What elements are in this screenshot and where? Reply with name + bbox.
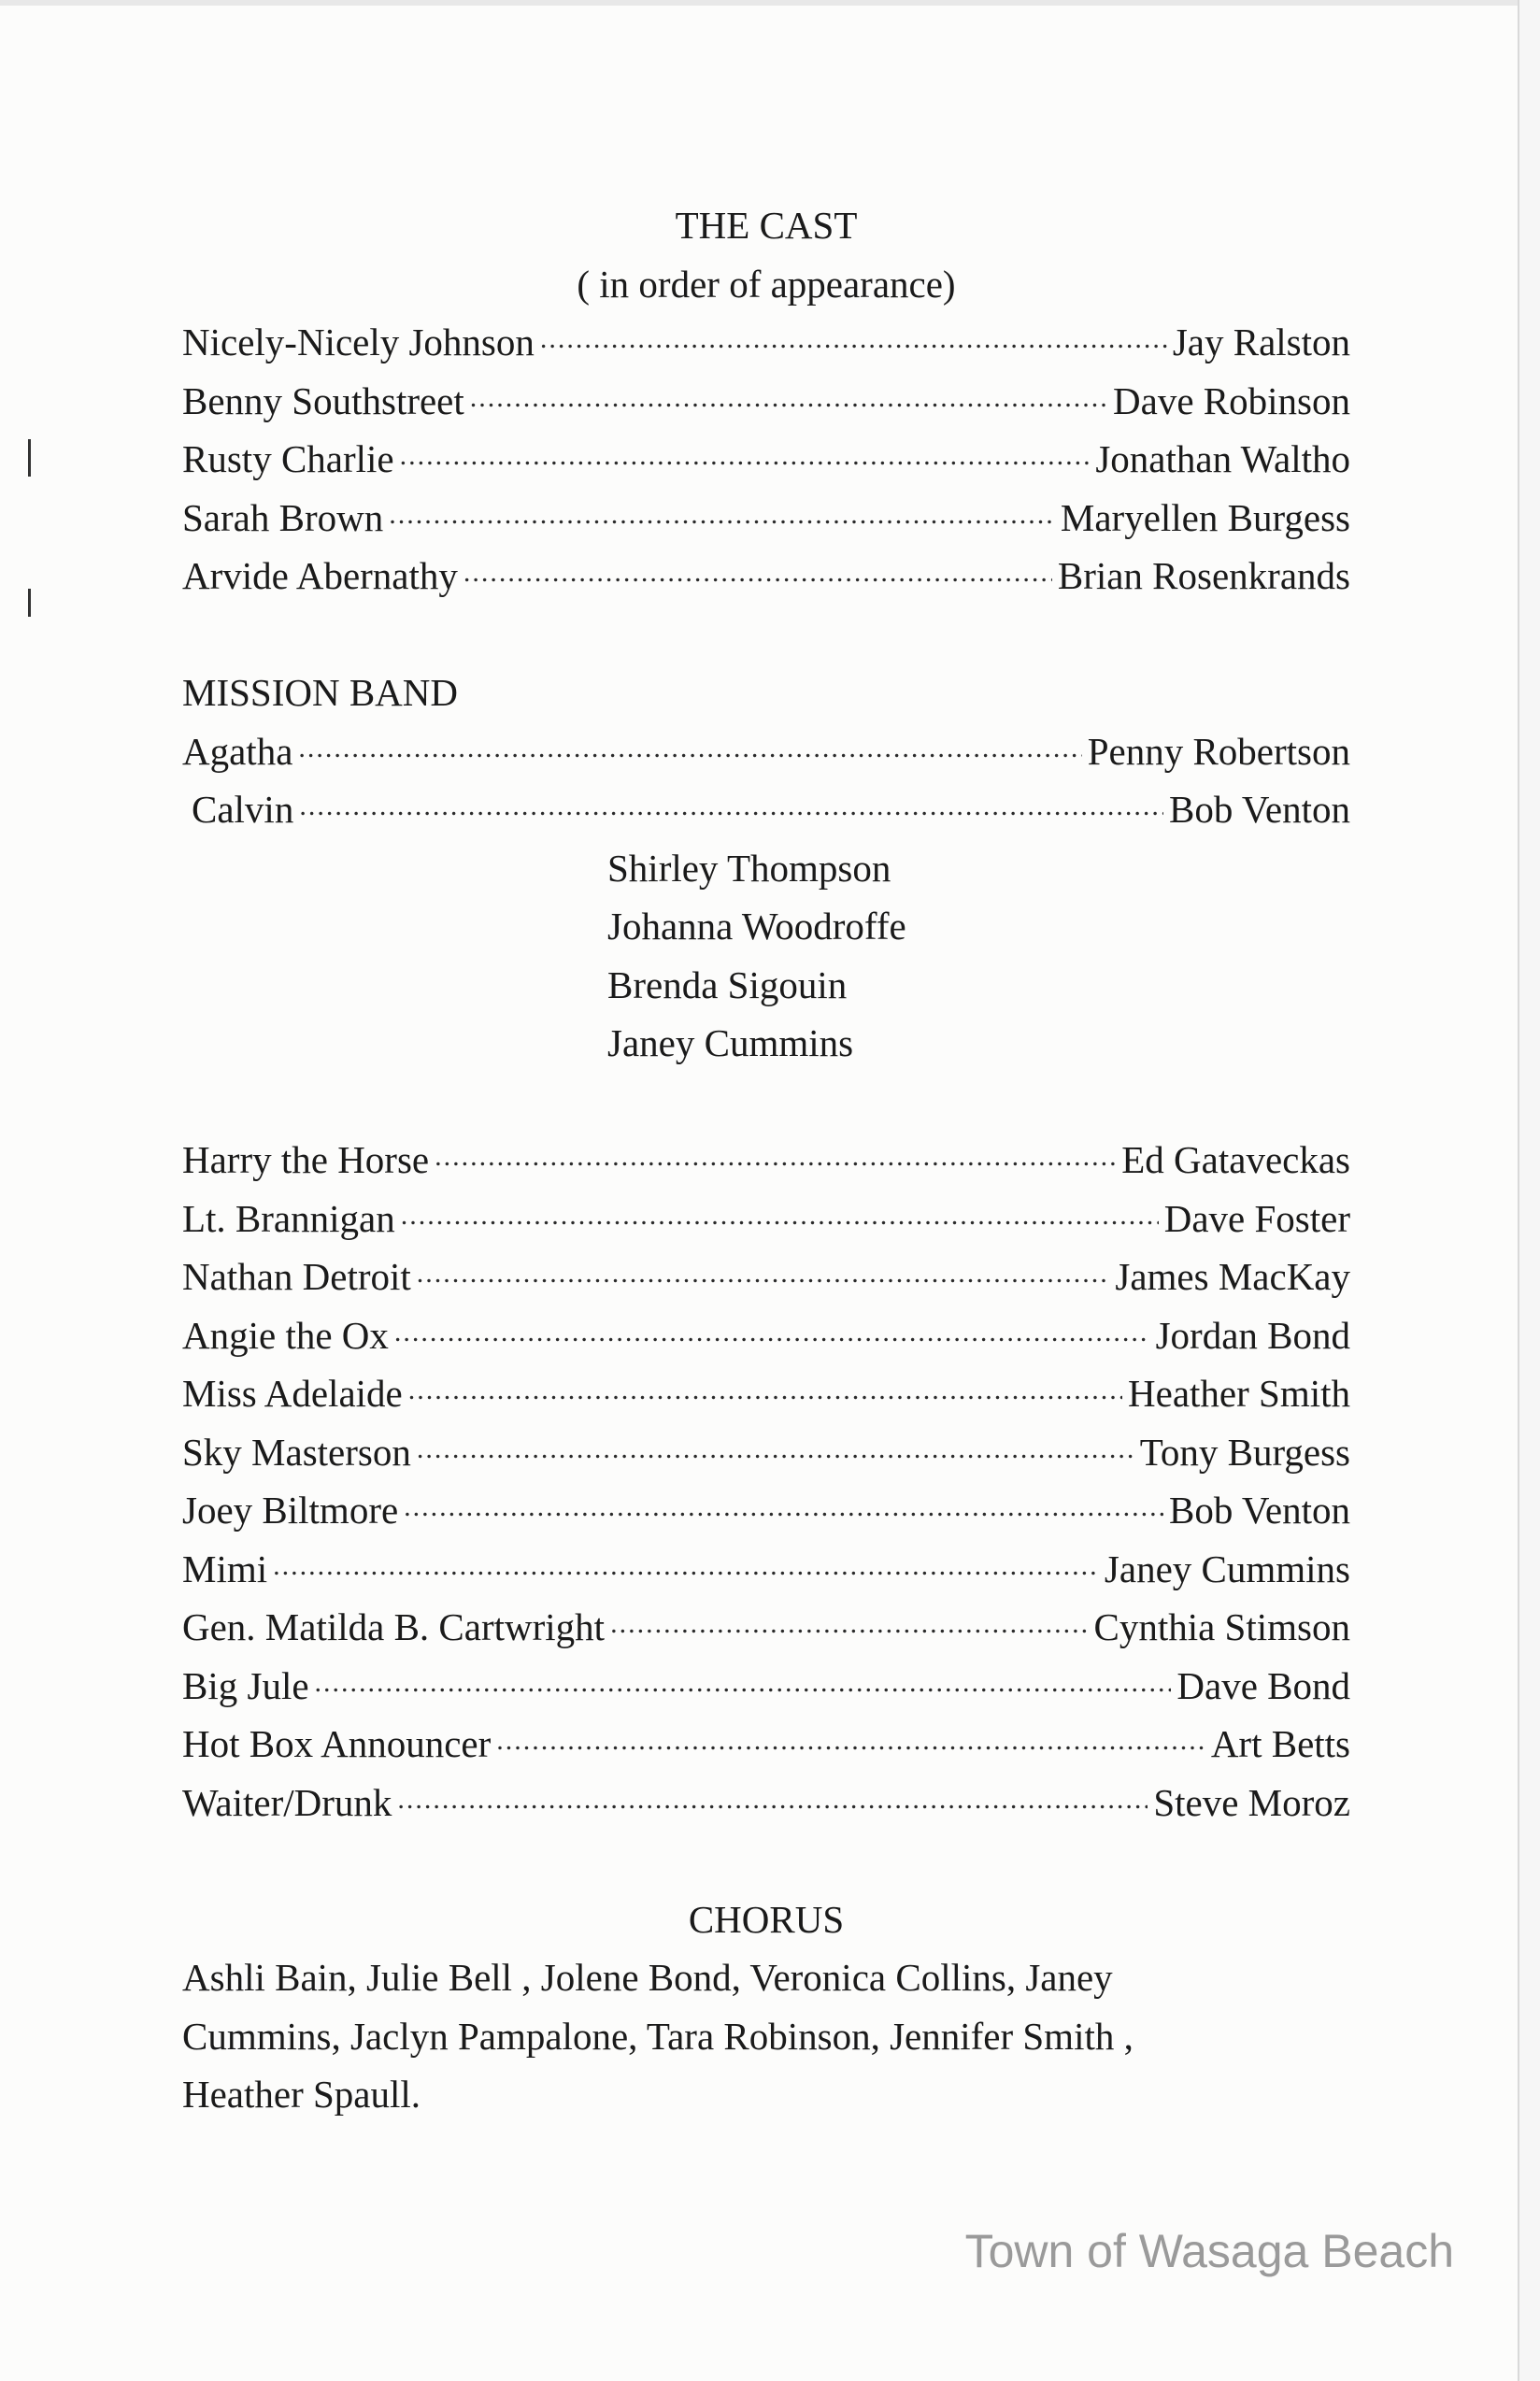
chorus-title: CHORUS bbox=[688, 1897, 845, 1941]
role-name: Mimi bbox=[182, 1547, 268, 1590]
cast-row bbox=[182, 722, 1350, 781]
cast-row bbox=[182, 1540, 1350, 1599]
cast-row bbox=[182, 313, 1350, 372]
cast-row bbox=[182, 1306, 1350, 1365]
actor-name: Dave Foster bbox=[1163, 1196, 1350, 1240]
actor-name: Cynthia Stimson bbox=[1093, 1605, 1350, 1648]
chorus-line: Cummins, Jaclyn Pampalone, Tara Robinson, Jennifer Smith , bbox=[182, 2014, 1134, 2058]
band-member: Brenda Sigouin bbox=[607, 962, 848, 1006]
mission-band-title: MISSION BAND bbox=[182, 671, 459, 714]
dot-leader bbox=[404, 1485, 1163, 1523]
dot-leader bbox=[540, 317, 1167, 355]
actor-name: Penny Robertson bbox=[1087, 729, 1350, 773]
dot-leader bbox=[463, 550, 1052, 589]
dot-leader bbox=[400, 434, 1091, 472]
role-name: Big Jule bbox=[182, 1663, 309, 1707]
spacer bbox=[182, 1073, 1350, 1132]
spacer bbox=[182, 1832, 1350, 1890]
actor-name: Art Betts bbox=[1210, 1722, 1350, 1765]
cast-row bbox=[182, 1481, 1350, 1540]
cast-subheading: ( in order of appearance) bbox=[577, 262, 956, 306]
role-name: Rusty Charlie bbox=[182, 437, 394, 480]
role-name: Sky Masterson bbox=[182, 1430, 411, 1474]
actor-name: Steve Moroz bbox=[1153, 1780, 1350, 1824]
cast-row bbox=[182, 1657, 1350, 1716]
dot-leader bbox=[610, 1602, 1088, 1640]
role-name: Calvin bbox=[192, 788, 294, 831]
cast-row bbox=[182, 1774, 1350, 1832]
chorus-line: Heather Spaull. bbox=[182, 2073, 421, 2116]
cast-row bbox=[182, 1248, 1350, 1306]
role-name: Nathan Detroit bbox=[182, 1255, 411, 1298]
band-member: Shirley Thompson bbox=[607, 846, 891, 890]
chorus-names bbox=[182, 1948, 1322, 2124]
dot-leader bbox=[470, 376, 1107, 414]
chorus-line: Ashli Bain, Julie Bell , Jolene Bond, Veronica Collins, Janey bbox=[182, 1956, 1113, 1999]
cast-row bbox=[182, 372, 1350, 431]
watermark: Town of Wasaga Beach bbox=[964, 2225, 1454, 2277]
cast-row bbox=[182, 1423, 1350, 1482]
role-name: Nicely-Nicely Johnson bbox=[182, 321, 535, 364]
actor-name: Dave Bond bbox=[1176, 1663, 1350, 1707]
cast-row bbox=[182, 1131, 1350, 1190]
dot-leader bbox=[389, 492, 1055, 531]
actor-name: Tony Burgess bbox=[1139, 1430, 1350, 1474]
actor-name: Jordan Bond bbox=[1155, 1313, 1350, 1357]
cast-heading: THE CAST bbox=[675, 204, 858, 247]
actor-name: Heather Smith bbox=[1128, 1372, 1350, 1415]
actor-name: Maryellen Burgess bbox=[1060, 495, 1350, 539]
role-name: Miss Adelaide bbox=[182, 1372, 403, 1415]
page-right-edge bbox=[1518, 0, 1540, 2381]
cast-row bbox=[182, 547, 1350, 606]
actor-name: Bob Venton bbox=[1168, 788, 1350, 831]
page-top-edge bbox=[0, 0, 1540, 6]
cast-row bbox=[182, 489, 1350, 548]
actor-name: Janey Cummins bbox=[1104, 1547, 1350, 1590]
dot-leader bbox=[417, 1427, 1134, 1465]
actor-name: Ed Gataveckas bbox=[1121, 1138, 1350, 1181]
cast-row bbox=[182, 1715, 1350, 1774]
role-name: Agatha bbox=[182, 729, 293, 773]
actor-name: Brian Rosenkrands bbox=[1057, 554, 1350, 597]
cast-row bbox=[182, 780, 1350, 839]
dot-leader bbox=[401, 1193, 1159, 1232]
actor-name: Jonathan Waltho bbox=[1095, 437, 1350, 480]
role-name: Waiter/Drunk bbox=[182, 1780, 392, 1824]
dot-leader bbox=[408, 1368, 1122, 1406]
actor-name: James MacKay bbox=[1115, 1255, 1350, 1298]
dot-leader bbox=[435, 1134, 1116, 1173]
band-member: Johanna Woodroffe bbox=[607, 905, 906, 948]
role-name: Arvide Abernathy bbox=[182, 554, 458, 597]
cast-list bbox=[182, 196, 1350, 2124]
role-name: Angie the Ox bbox=[182, 1313, 389, 1357]
band-member: Janey Cummins bbox=[607, 1021, 854, 1064]
binding-mark bbox=[28, 589, 31, 617]
role-name: Gen. Matilda B. Cartwright bbox=[182, 1605, 606, 1648]
dot-leader bbox=[299, 784, 1163, 822]
dot-leader bbox=[417, 1251, 1110, 1290]
role-name: Sarah Brown bbox=[182, 495, 384, 539]
cast-row bbox=[182, 1364, 1350, 1423]
role-name: Benny Southstreet bbox=[182, 378, 464, 422]
role-name: Lt. Brannigan bbox=[182, 1196, 395, 1240]
cast-row bbox=[182, 1190, 1350, 1248]
role-name: Hot Box Announcer bbox=[182, 1722, 492, 1765]
dot-leader bbox=[394, 1310, 1150, 1348]
actor-name: Bob Venton bbox=[1168, 1489, 1350, 1532]
dot-leader bbox=[298, 726, 1081, 764]
role-name: Joey Biltmore bbox=[182, 1489, 399, 1532]
actor-name: Jay Ralston bbox=[1172, 321, 1350, 364]
cast-row bbox=[182, 430, 1350, 489]
actor-name: Dave Robinson bbox=[1113, 378, 1350, 422]
cast-row bbox=[182, 1598, 1350, 1657]
dot-leader bbox=[397, 1777, 1148, 1816]
dot-leader bbox=[496, 1718, 1205, 1757]
role-name: Harry the Horse bbox=[182, 1138, 430, 1181]
spacer bbox=[182, 606, 1350, 664]
binding-mark bbox=[28, 439, 31, 477]
dot-leader bbox=[315, 1661, 1172, 1699]
dot-leader bbox=[273, 1544, 1099, 1582]
